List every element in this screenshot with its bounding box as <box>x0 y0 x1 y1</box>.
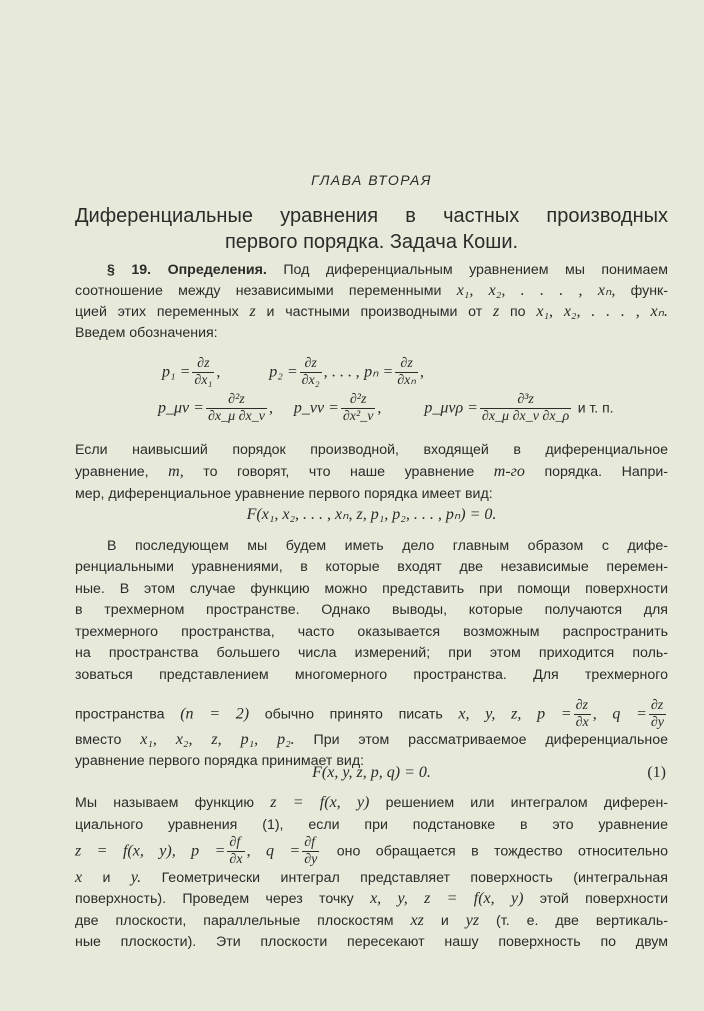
paragraph-line <box>75 911 668 931</box>
text: Геометрически интеграл представляет поверхность (интегральная <box>161 870 668 886</box>
text: пространства <box>75 706 165 723</box>
math: x₁, x₂, . . . , xₙ. <box>536 303 669 320</box>
text: ∂y <box>650 715 664 730</box>
text: то говорят, что наше уравнение <box>203 464 475 480</box>
paragraph-line <box>75 281 668 301</box>
text: и <box>102 870 111 886</box>
paragraph-line <box>75 302 668 322</box>
text: цией этих переменных <box>75 304 239 320</box>
text: вместо <box>75 732 122 748</box>
text: z = f(x, y) <box>270 794 370 811</box>
text: ∂²z <box>206 392 267 409</box>
math: p_νν = <box>293 399 339 417</box>
text: ∂²z <box>341 392 376 409</box>
text: (т. е. две вертикаль- <box>496 913 668 929</box>
text: на пространства большего числа измерений; при этом приходится поль- <box>75 645 668 661</box>
math: pₙ = <box>364 363 394 381</box>
text: соотношение между независимыми переменными <box>75 283 442 299</box>
text: (n = 2) <box>180 705 250 723</box>
math: p_μνρ = <box>424 399 478 417</box>
paragraph-line <box>75 557 668 577</box>
paragraph-line <box>75 579 668 599</box>
text: xz <box>410 912 424 929</box>
text: В последующем мы будем иметь дело главным образом с дифе- <box>107 538 668 554</box>
fraction <box>649 698 666 731</box>
text: x, y, z, p = <box>458 705 572 723</box>
text: две плоскости, параллельные плоскостям <box>75 913 394 929</box>
paragraph-line <box>75 889 668 909</box>
text: этой поверхности <box>539 891 669 907</box>
math: z <box>249 303 256 320</box>
paragraph-line <box>75 665 668 685</box>
text: , <box>268 399 273 417</box>
formula-first-derivatives <box>162 356 424 389</box>
text: x, y, z = f(x, y) <box>370 890 524 907</box>
math: p₁ = <box>162 363 191 381</box>
text: уравнение, <box>75 464 149 480</box>
text: ∂z <box>300 356 322 373</box>
text: ∂f <box>227 835 244 852</box>
text: q = <box>265 842 301 860</box>
text: ∂³z <box>480 392 571 409</box>
text: зоваться представлением многомерного пространства. Для трехмерного <box>75 667 668 683</box>
text: Мы называем функцию <box>75 795 254 811</box>
text: ренциальными уравнениями, в которые входят две независимые перемен- <box>75 559 668 575</box>
paragraph-line <box>75 323 668 343</box>
text: x₁, x₂, z, p₁, p₂. <box>140 731 295 748</box>
fraction <box>302 835 319 868</box>
paragraph-line <box>75 868 668 888</box>
math: p_μν = <box>158 399 204 417</box>
text: z = f(x, y), p = <box>75 842 226 860</box>
text: yz <box>465 912 480 929</box>
text: x <box>75 869 83 886</box>
text: ∂x <box>229 852 243 867</box>
chapter-label: ГЛАВА ВТОРАЯ <box>311 172 432 188</box>
text: ∂x₁ <box>194 373 213 388</box>
paragraph-line <box>75 600 668 620</box>
text: ∂z <box>574 698 591 715</box>
text: q = <box>612 705 647 723</box>
chapter-heading-line-1: Диференциальные уравнения в частных производных <box>75 205 668 227</box>
text: оно обращается в тождество относительно <box>336 843 668 860</box>
fraction <box>300 356 322 389</box>
text: ∂z <box>192 356 214 373</box>
text: функ- <box>630 283 668 299</box>
text: , <box>216 363 221 381</box>
paragraph-line <box>75 440 668 460</box>
text: решением или интегралом диферен- <box>385 795 669 811</box>
text: m-го <box>493 463 525 480</box>
text: и <box>440 913 449 929</box>
text: ∂x_μ ∂x_ν ∂x_ρ <box>481 409 570 424</box>
text: поверхность). Проведем через точку <box>75 891 354 907</box>
text: , <box>246 842 251 860</box>
text: по <box>510 304 526 320</box>
text: Если наивысший порядок производной, входящей в диференциальное <box>75 442 668 458</box>
text: и частными производными от <box>266 304 483 320</box>
paragraph-line <box>75 643 668 663</box>
text: мер, диференциальное уравнение первого порядка имеет вид: <box>75 486 493 502</box>
text: и т. п. <box>577 399 614 416</box>
paragraph-line <box>75 815 668 835</box>
text: ные плоскости). Эти плоскости пересекают нашу поверхность по двум <box>75 934 668 950</box>
text: m, <box>168 463 184 480</box>
fraction <box>395 356 418 389</box>
math: z <box>493 303 500 320</box>
section-number: § 19. <box>107 262 152 278</box>
paragraph-line <box>75 835 668 868</box>
text: , <box>377 399 382 417</box>
text: Под диференциальным уравнением мы понимаем <box>283 262 668 278</box>
text: ∂f <box>302 835 319 852</box>
text: ∂xₙ <box>397 373 416 388</box>
text: обычно принято писать <box>264 706 443 723</box>
paragraph-line <box>75 698 668 731</box>
text: y. <box>130 869 142 886</box>
text: , <box>592 705 597 723</box>
paragraph-line <box>75 536 668 556</box>
math: p₂ = <box>269 363 298 381</box>
paragraph-line <box>75 932 668 952</box>
fraction <box>206 392 267 425</box>
text: ∂z <box>649 698 666 715</box>
section-title: Определения. <box>167 262 267 278</box>
fraction <box>227 835 244 868</box>
text: ∂x₂ <box>301 373 320 388</box>
text: ∂y <box>304 852 318 867</box>
text: ∂x_μ ∂x_ν <box>207 409 265 424</box>
paragraph-line <box>75 730 668 750</box>
text: уравнение первого порядка принимает вид: <box>75 753 365 769</box>
paragraph-line <box>75 622 668 642</box>
text: ∂x <box>575 715 589 730</box>
math: x₁, x₂, . . . , xₙ, <box>456 282 616 299</box>
text: в трехмерном пространстве. Однако выводы, которые получаются для <box>75 602 668 618</box>
text: , . . . , <box>323 363 360 381</box>
text: ∂x²_ν <box>342 409 374 424</box>
formula-equation-1: F(x, y, z, p, q) = 0. <box>312 764 431 781</box>
equation-number: (1) <box>647 764 666 781</box>
fraction <box>341 392 376 425</box>
text: , <box>419 363 424 381</box>
fraction <box>192 356 214 389</box>
text: порядка. Напри- <box>544 464 669 480</box>
chapter-heading-line-2: первого порядка. Задача Коши. <box>224 231 519 253</box>
text: трехмерного пространства, часто оказывается возможным распространить <box>75 624 668 640</box>
fraction <box>480 392 571 425</box>
text: циального уравнения (1), если при подстановке в это уравнение <box>75 817 668 833</box>
paragraph-line <box>75 260 668 280</box>
formula-higher-derivatives <box>158 392 614 425</box>
formula-general-equation: F(x₁, x₂, . . . , xₙ, z, p₁, p₂, . . . , pₙ) = 0. <box>246 506 497 523</box>
text: Введем обозначения: <box>75 325 218 341</box>
paragraph-line <box>75 462 668 482</box>
text: ные. В этом случае функцию можно представить при помощи поверхности <box>75 581 668 597</box>
fraction <box>574 698 591 731</box>
paragraph-line <box>75 793 668 813</box>
text: При этом рассматриваемое диференциальное <box>313 732 668 748</box>
paragraph-line <box>75 484 668 504</box>
text: ∂z <box>395 356 418 373</box>
